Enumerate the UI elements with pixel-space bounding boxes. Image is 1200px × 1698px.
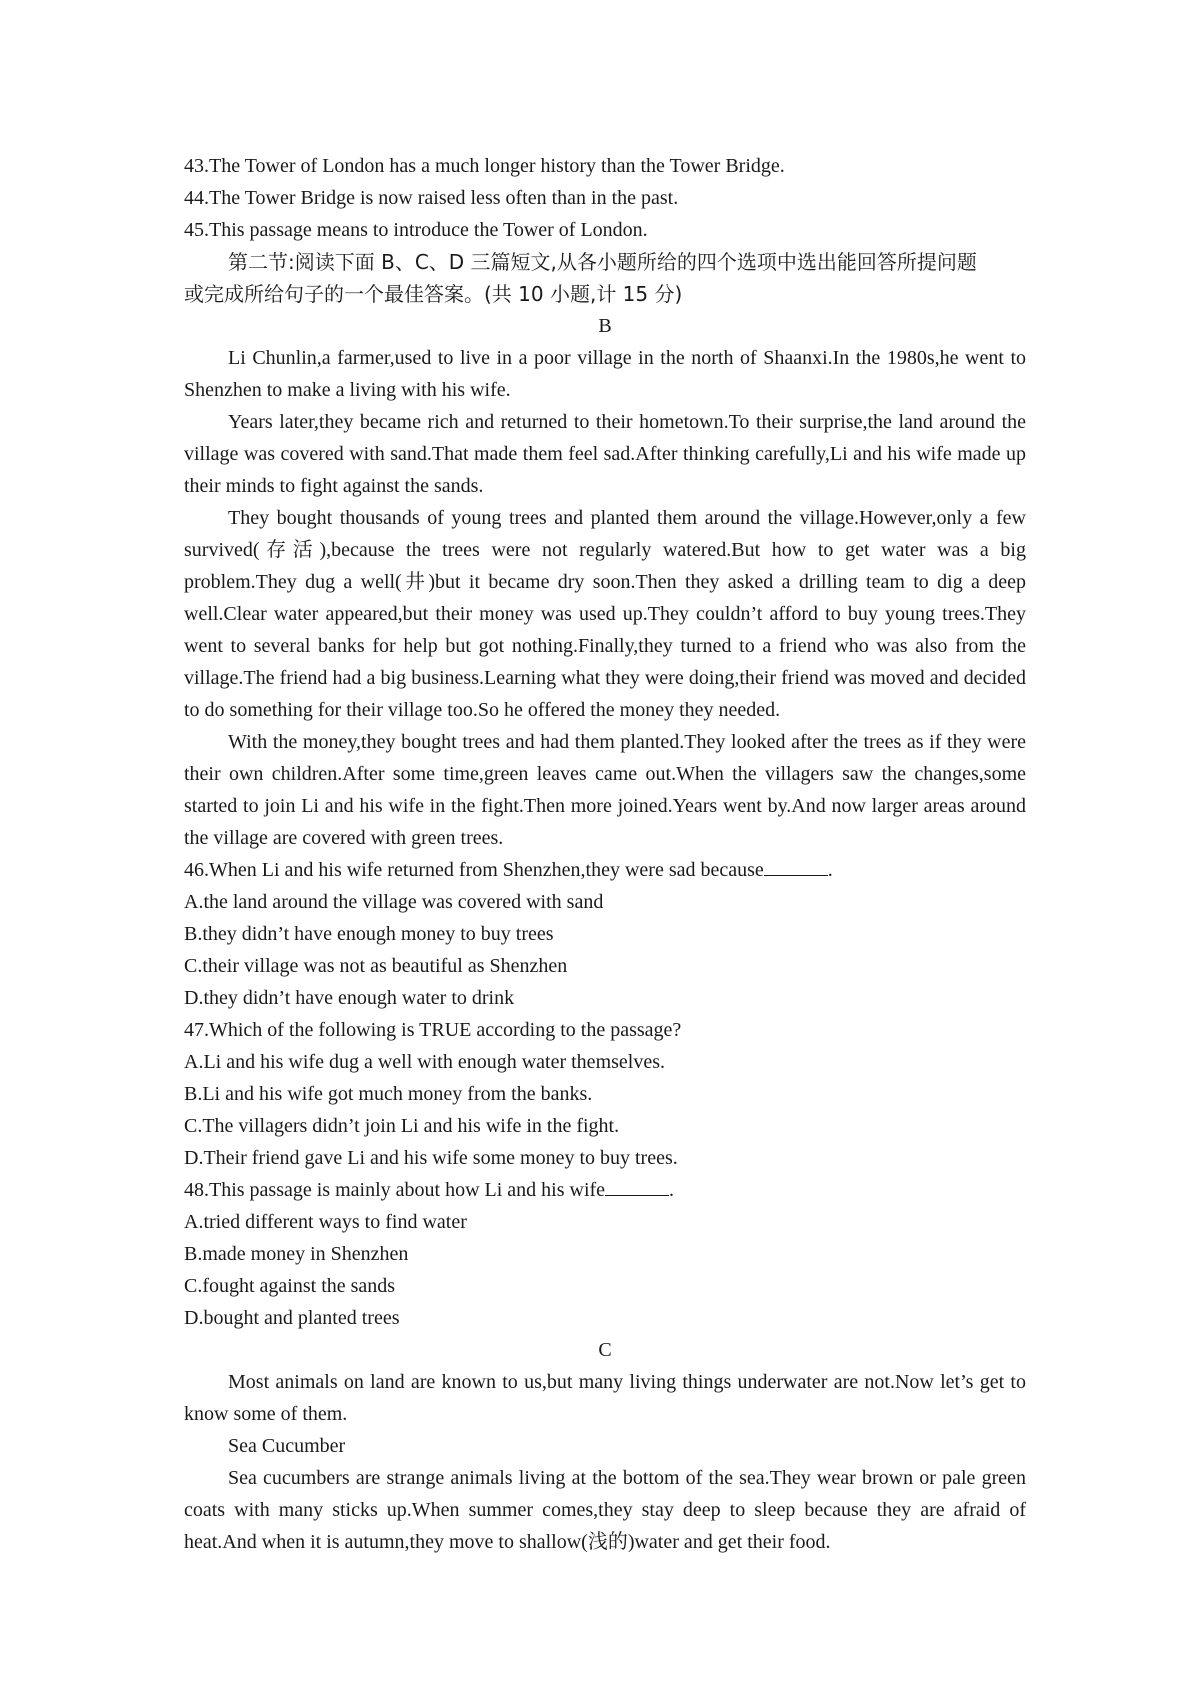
- question-46-text: 46.When Li and his wife returned from Shenzhen,they were sad because: [184, 859, 764, 881]
- section-heading-line1: 第二节:阅读下面 B、C、D 三篇短文,从各小题所给的四个选项中选出能回答所提问题: [228, 250, 977, 274]
- question-48-option-c: C.fought against the sands: [184, 1275, 396, 1297]
- question-47-option-d: D.Their friend gave Li and his wife some money to buy trees.: [184, 1147, 678, 1169]
- statement-45: 45.This passage means to introduce the Tower of London.: [184, 219, 648, 241]
- answer-blank: [764, 857, 828, 876]
- question-48-end: .: [669, 1179, 675, 1201]
- section-heading-line2: 或完成所给句子的一个最佳答案。(共 10 小题,计 15 分): [184, 282, 683, 306]
- question-47-option-b: B.Li and his wife got much money from the banks.: [184, 1083, 593, 1105]
- passage-b-letter: B: [598, 315, 612, 337]
- question-46-option-a: A.the land around the village was covered with sand: [184, 891, 604, 913]
- question-48-option-b: B.made money in Shenzhen: [184, 1243, 409, 1265]
- question-47-option-a: A.Li and his wife dug a well with enough water themselves.: [184, 1051, 665, 1073]
- passage-c-paragraph-2: Sea cucumbers are strange animals living at the bottom of the sea.They wear brown or pale green coats with many sticks up.When summer comes,they stay deep to sleep because they are afraid of heat.And when it is autumn,they move to shallow(浅的)water and get their food.: [184, 1467, 1026, 1553]
- question-48-stem: [184, 1174, 1026, 1206]
- question-46-option-c: C.their village was not as beautiful as Shenzhen: [184, 955, 568, 977]
- passage-c-letter: C: [598, 1339, 612, 1361]
- answer-blank: [605, 1177, 669, 1196]
- page-content: [184, 150, 1026, 1558]
- passage-c-paragraph-1: Most animals on land are known to us,but many living things underwater are not.Now let’s get to know some of them.: [184, 1371, 1026, 1425]
- statement-44: 44.The Tower Bridge is now raised less often than in the past.: [184, 187, 679, 209]
- question-46-option-b: B.they didn’t have enough money to buy trees: [184, 923, 554, 945]
- question-47-option-c: C.The villagers didn’t join Li and his wife in the fight.: [184, 1115, 620, 1137]
- question-48-option-a: A.tried different ways to find water: [184, 1211, 467, 1233]
- question-47-stem: 47.Which of the following is TRUE according to the passage?: [184, 1019, 682, 1041]
- passage-b-paragraph-1: Li Chunlin,a farmer,used to live in a poor village in the north of Shaanxi.In the 1980s,he went to Shenzhen to make a living with his wife.: [184, 347, 1026, 401]
- passage-c-subtitle: Sea Cucumber: [228, 1435, 346, 1457]
- question-48-option-d: D.bought and planted trees: [184, 1307, 400, 1329]
- question-46-option-d: D.they didn’t have enough water to drink: [184, 987, 515, 1009]
- passage-b-paragraph-2: Years later,they became rich and returned to their hometown.To their surprise,the land around the village was covered with sand.That made them feel sad.After thinking carefully,Li and his wife made up their minds to fight against the sands.: [184, 411, 1026, 497]
- question-46-end: .: [827, 859, 833, 881]
- statement-43: 43.The Tower of London has a much longer history than the Tower Bridge.: [184, 155, 785, 177]
- question-46-stem: [184, 854, 1026, 886]
- question-48-text: 48.This passage is mainly about how Li and his wife: [184, 1179, 606, 1201]
- passage-b-paragraph-3: They bought thousands of young trees and planted them around the village.However,only a few survived(存活),because the trees were not regularly watered.But how to get water was a big problem.They dug a well(井)but it became dry soon.Then they asked a drilling team to dig a deep well.Clear water appeared,but their money was used up.They couldn’t afford to buy young trees.They went to several banks for help but got nothing.Finally,they turned to a friend who was also from the village.The friend had a big business.Learning what they were doing,their friend was moved and decided to do something for their village too.So he offered the money they needed.: [184, 507, 1026, 721]
- passage-b-paragraph-4: With the money,they bought trees and had them planted.They looked after the trees as if they were their own children.After some time,green leaves came out.When the villagers saw the changes,some started to join Li and his wife in the fight.Then more joined.Years went by.And now larger areas around the village are covered with green trees.: [184, 731, 1026, 849]
